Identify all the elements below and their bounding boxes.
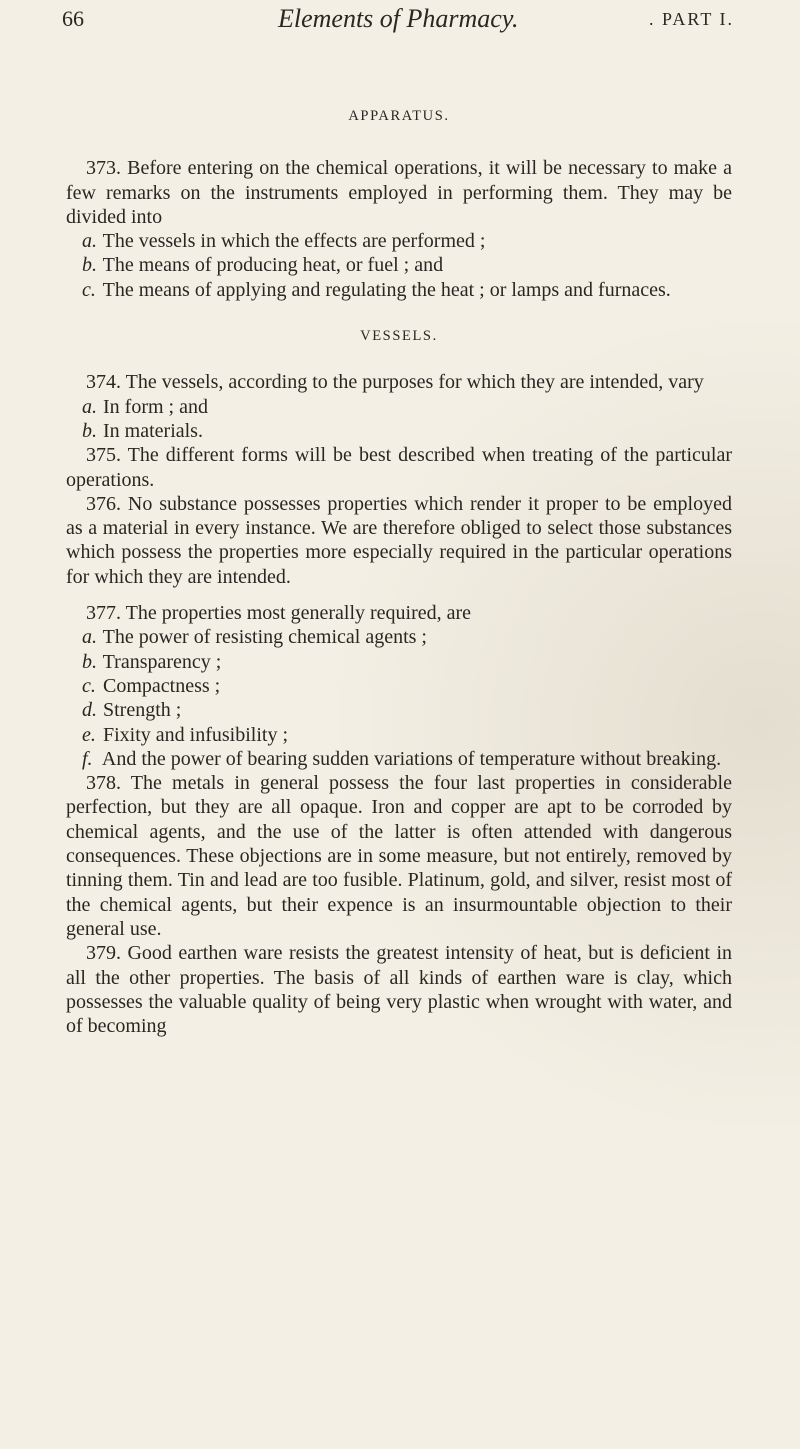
list-item-letter: a.: [82, 230, 97, 253]
paragraph-375: 375. The different forms will be best described when treating of the particular operations.: [66, 444, 732, 491]
list-item: [66, 698, 732, 722]
paragraph-378: 378. The metals in general possess the four last properties in considerable perfection, but they are all opaque. Iron and copper are apt to be corroded by chemical agents, and the use of the latter is often attended with dangerous consequences. These objections are in some measure, but not entirely, removed by tinning them. Tin and lead are too fusible. Platinum, gold, and silver, resist most of the chemical agents, but their expence is an insurmountable objection to their general use.: [66, 772, 732, 940]
list-item: [66, 253, 732, 277]
list-item: [66, 650, 732, 674]
list-item-letter: e.: [82, 723, 96, 746]
list-377: [66, 625, 732, 771]
section-heading-apparatus: APPARATUS.: [348, 108, 450, 124]
part-label: . PART I.: [649, 9, 734, 29]
list-item-text: In form ; and: [103, 395, 208, 418]
list-item-text: Transparency ;: [102, 650, 222, 673]
list-item-letter: b.: [82, 650, 97, 673]
paragraph-377: 377. The properties most generally required, are: [86, 602, 472, 625]
list-item: [66, 625, 732, 649]
list-item-letter: c.: [82, 278, 96, 301]
list-item-text: The means of producing heat, or fuel ; and: [102, 254, 444, 277]
list-item-text: And the power of bearing sudden variations of temperature without breaking.: [101, 747, 722, 770]
running-title: Elements of Pharmacy.: [278, 4, 519, 33]
list-item: [66, 395, 732, 419]
list-item-letter: a.: [82, 395, 97, 418]
paragraph-379: 379. Good earthen ware resists the greatest intensity of heat, but is deficient in all the other properties. The basis of all kinds of earthen ware is clay, which possesses the valuable quality of being very plastic when wrought with water, and of becoming: [66, 942, 732, 1038]
list-item-text: The power of resisting chemical agents ;: [102, 626, 427, 649]
list-373: [66, 229, 732, 302]
section-heading-vessels: VESSELS.: [360, 328, 438, 345]
list-item-text: The vessels in which the effects are performed ;: [102, 230, 486, 253]
list-item: [66, 278, 732, 302]
list-item-text: The means of applying and regulating the heat ; or lamps and furnaces.: [102, 278, 671, 301]
list-item-letter: f.: [82, 747, 93, 770]
list-item-letter: c.: [82, 674, 96, 697]
running-head: [62, 4, 734, 46]
list-item-text: Strength ;: [103, 699, 182, 722]
paragraph-376: 376. No substance possesses properties which render it proper to be employed as a material in every instance. We are therefore obliged to select those substances which possess the properties more especially required in the particular operations for which they are intended.: [66, 492, 732, 588]
list-item: [66, 747, 732, 771]
list-item-text: In materials.: [103, 419, 203, 442]
paragraph-374: 374. The vessels, according to the purposes for which they are intended, vary: [86, 371, 704, 394]
list-item-letter: b.: [82, 254, 97, 277]
list-item: [66, 229, 732, 253]
list-item-text: Compactness ;: [103, 674, 221, 697]
list-item-letter: b.: [82, 419, 97, 442]
page-number: 66: [62, 6, 84, 31]
list-item: [66, 674, 732, 698]
list-item-text: Fixity and infusibility ;: [103, 723, 289, 746]
list-item-letter: d.: [82, 699, 97, 722]
paragraph-373: 373. Before entering on the chemical operations, it will be necessary to make a few remarks on the instruments employed in performing them. They may be divided into: [66, 157, 732, 228]
list-item: [66, 723, 732, 747]
page-content: [66, 104, 732, 1038]
list-item-letter: a.: [82, 626, 97, 649]
list-item: [66, 419, 732, 443]
spacer: [66, 589, 732, 601]
list-374: [66, 395, 732, 444]
